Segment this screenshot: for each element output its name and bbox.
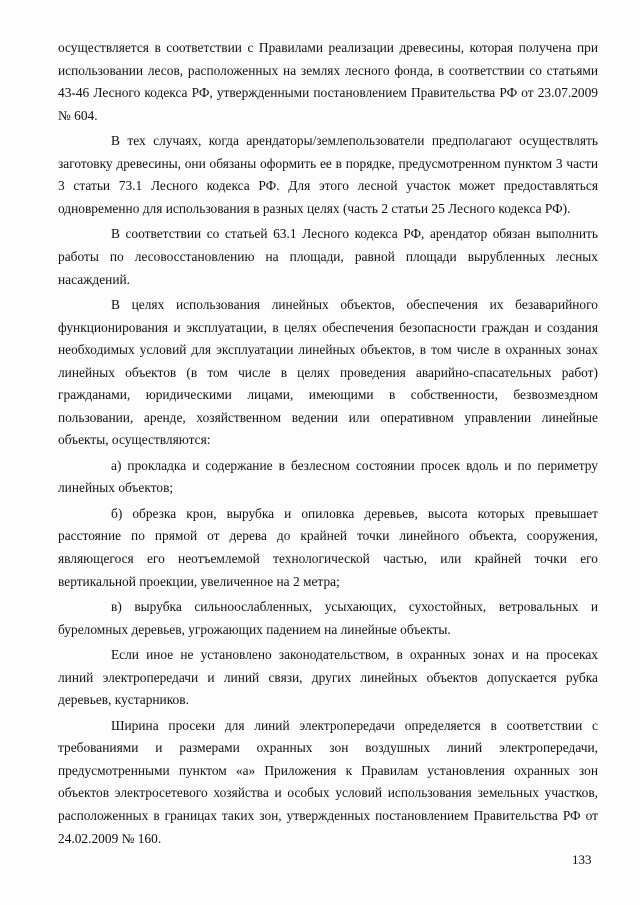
document-body bbox=[58, 37, 598, 853]
paragraph: В целях использования линейных объектов, обеспечения их безаварийного функционирования и эксплуатации, в целях обеспечения безопасности граждан и создания необходимых условий для эксплуатации линейных объектов, в том числе в охранных зонах линейных объектов (в том числе в целях проведения аварийно-спасательных работ) гражданами, юридическими лицами, имеющими в собственности, безвозмездном пользовании, аренде, хозяйственном ведении или оперативном управлении линейные объекты, осуществляются: bbox=[58, 296, 598, 448]
paragraph: осуществляется в соответствии с Правилами реализации древесины, которая получена при использовании лесов, расположенных на землях лесного фонда, в соответствии со статьями 43-46 Лесного кодекса РФ, утвержденными постановлением Правительства РФ от 23.07.2009 № 604. bbox=[58, 40, 598, 123]
paragraph: б) обрезка крон, вырубка и опиловка деревьев, высота которых превышает расстояние по прямой от дерева до крайней точки линейного объекта, сооружения, являющегося его неотъемлемой технологической частью, или крайней точки его вертикальной проекции, увеличенное на 2 метра; bbox=[58, 505, 598, 589]
paragraph: Ширина просеки для линий электропередачи определяется в соответствии с требованиями и размерами охранных зон воздушных линий электропередачи, предусмотренными пунктом «а» Приложения к Правилам установления охранных зон объектов электросетевого хозяйства и особых условий использования земельных участков, расположенных в границах таких зон, утвержденных постановлением Правительства РФ от 24.02.2009 № 160. bbox=[58, 717, 598, 846]
paragraph: а) прокладка и содержание в безлесном состоянии просек вдоль и по периметру линейных объектов; bbox=[58, 457, 598, 496]
paragraph: В тех случаях, когда арендаторы/землепользователи предполагают осуществлять заготовку древесины, они обязаны оформить ее в порядке, предусмотренном пунктом 3 части 3 статьи 73.1 Лесного кодекса РФ. Для этого лесной участок может предоставляться одновременно для использования в разных целях (часть 2 статьи 25 Лесного кодекса РФ). bbox=[58, 133, 598, 216]
paragraph: в) вырубка сильноослабленных, усыхающих, сухостойных, ветровальных и буреломных деревьев, угрожающих падением на линейные объекты. bbox=[58, 599, 598, 637]
paragraph: Если иное не установлено законодательством, в охранных зонах и на просеках линий электропередачи и линий связи, других линейных объектов допускается рубка деревьев, кустарников. bbox=[58, 647, 598, 708]
paragraph: В соответствии со статьей 63.1 Лесного кодекса РФ, арендатор обязан выполнить работы по лесовосстановлению на площади, равной площади вырубленных лесных насаждений. bbox=[58, 226, 598, 287]
page-number: 133 bbox=[572, 852, 592, 867]
